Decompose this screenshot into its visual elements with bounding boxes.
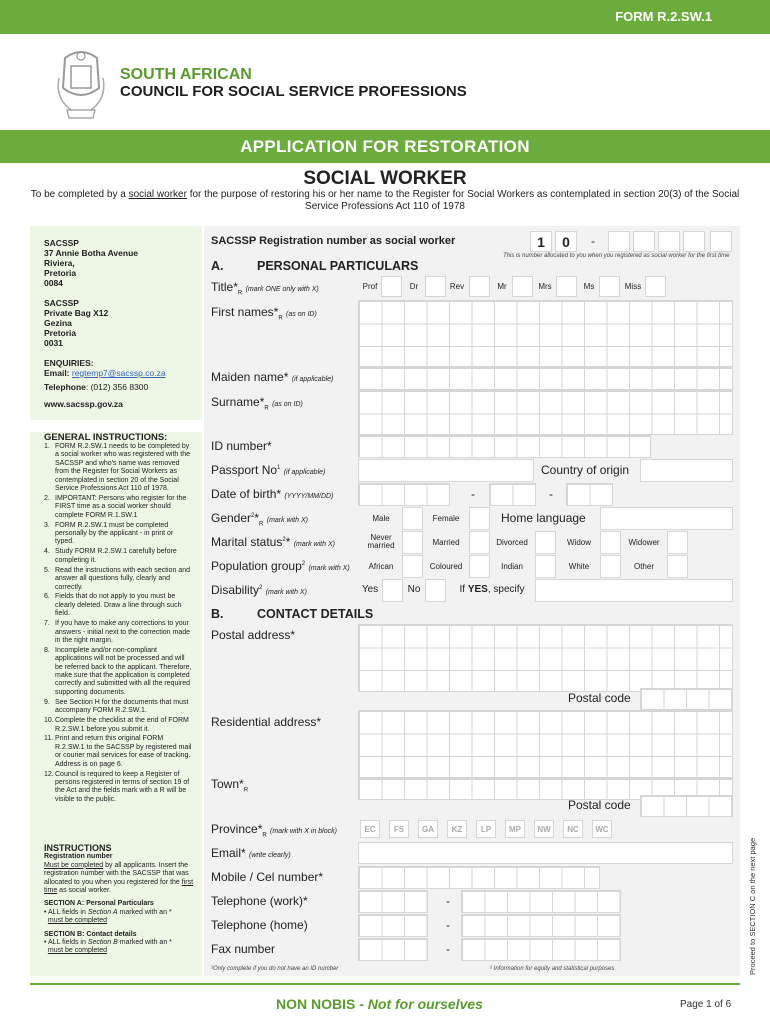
maiden-name-input[interactable] bbox=[358, 367, 733, 390]
section-a-letter: A. bbox=[211, 259, 224, 273]
surname-input[interactable] bbox=[358, 390, 733, 435]
footnote-2: ² Information for equity and statistical purposes bbox=[490, 966, 615, 972]
disability-label: Disability$^2$ (mark with X) bbox=[211, 583, 307, 597]
marital-never-box[interactable] bbox=[402, 531, 423, 554]
title-dr-box[interactable] bbox=[425, 276, 446, 297]
postal-address-input[interactable] bbox=[358, 624, 733, 692]
title-prof-box[interactable] bbox=[381, 276, 402, 297]
id-number-input[interactable] bbox=[358, 435, 651, 458]
tel-work-number-input[interactable] bbox=[461, 890, 621, 913]
gender-male-box[interactable] bbox=[402, 507, 423, 530]
reg-digit-input[interactable] bbox=[608, 231, 630, 252]
pop-african-box[interactable] bbox=[402, 555, 423, 578]
postal-address-label: Postal address* bbox=[211, 628, 296, 642]
email-link[interactable]: regtemp7@sacssp.co.za bbox=[71, 368, 166, 378]
reg-note: This is number allocated to you when you registered as social worker for the first time bbox=[503, 253, 730, 259]
pop-coloured-box[interactable] bbox=[469, 555, 490, 578]
disability-specify-input[interactable] bbox=[535, 579, 733, 602]
reg-digit-1: 1 bbox=[530, 231, 552, 252]
province-label: $Province*_R$ (mark with X in block) bbox=[211, 822, 337, 839]
mobile-input[interactable] bbox=[358, 866, 600, 889]
surname-label: $Surname*_R$ (as on ID) bbox=[211, 395, 303, 412]
reg-digit-2: 0 bbox=[555, 231, 577, 252]
passport-label: Passport No$^1$ (if applicable) bbox=[211, 463, 326, 477]
disability-yes-box[interactable] bbox=[382, 579, 403, 602]
pop-white-box[interactable] bbox=[600, 555, 621, 578]
org-name-line2: COUNCIL FOR SOCIAL SERVICE PROFESSIONS bbox=[120, 83, 467, 100]
title-mrs-box[interactable] bbox=[556, 276, 577, 297]
province-nw-box[interactable]: NW bbox=[534, 820, 554, 838]
list-item: 11. Print and return this original FORM R.2.SW.1 to the SACSSP by registered mail or courier mail services for ease of tracking. Address is on page 6. bbox=[44, 735, 192, 768]
province-fs-box[interactable]: FS bbox=[389, 820, 409, 838]
title-label: $Title*_R$ (mark ONE only with X) bbox=[211, 280, 319, 297]
reg-digit-input[interactable] bbox=[683, 231, 705, 252]
passport-input[interactable] bbox=[358, 459, 534, 482]
list-item: 4. Study FORM R.2.SW.1 carefully before completing it. bbox=[44, 548, 177, 564]
list-item: 5. Read the instructions with each section and answer all questions fully, clearly and correctly. bbox=[44, 566, 191, 591]
postal-code-input[interactable] bbox=[640, 688, 733, 710]
title-ms-box[interactable] bbox=[599, 276, 620, 297]
list-item: 3. FORM R.2.SW.1 must be completed personally by the applicant - in print or typed. bbox=[44, 521, 174, 546]
population-label: Population group$^2$ (mark with X) bbox=[211, 559, 350, 573]
motto: NON NOBIS - Not for ourselves bbox=[276, 996, 483, 1012]
gender-female-box[interactable] bbox=[469, 507, 490, 530]
tel-home-number-input[interactable] bbox=[461, 914, 621, 937]
home-language-label: Home language bbox=[501, 511, 586, 525]
sacssp-address: SACSSP 37 Annie Botha Avenue Riviera, Pretoria 0084 SACSSP Private Bag X12 Gezina Pretoria 0031 ENQUIRIES: Email: regtemp7@sacssp.co.za Telephone: (012) 356 8300 www.sacssp.gov.za bbox=[44, 238, 194, 409]
section-instructions: INSTRUCTIONS Registration number Must be completed by all applicants. Insert the registration number with the SACSSP that was allocated to you when you registered for the first time as social worker. SECTION A: Personal Particulars • ALL fields in Section A marked with an * must be completed SECTION B: Contact details • ALL fields in Section B marked with an * must be completed bbox=[44, 843, 194, 955]
tel-work-label: Telephone (work)* bbox=[211, 894, 308, 908]
dob-label: Date of birth* (YYYY/MM/DD) bbox=[211, 487, 334, 501]
form-subtitle: SOCIAL WORKER bbox=[303, 168, 467, 189]
country-input[interactable] bbox=[640, 459, 733, 482]
reg-digit-input[interactable] bbox=[633, 231, 655, 252]
postal-code-input[interactable] bbox=[640, 795, 733, 817]
general-instructions-heading: GENERAL INSTRUCTIONS: bbox=[44, 432, 168, 443]
form-title: APPLICATION FOR RESTORATION bbox=[0, 130, 770, 163]
website: www.sacssp.gov.za bbox=[44, 399, 123, 409]
page-number: Page 1 of 6 bbox=[680, 999, 732, 1010]
marital-divorced-box[interactable] bbox=[535, 531, 556, 554]
id-number-label: ID number* bbox=[211, 439, 272, 453]
list-item: 9. See Section H for the documents that must accompany FORM R.2.SW.1. bbox=[44, 698, 189, 715]
home-language-input[interactable] bbox=[600, 507, 733, 530]
province-nc-box[interactable]: NC bbox=[563, 820, 583, 838]
residential-address-label: Residential address* bbox=[211, 715, 322, 729]
email-label: Email* (write clearly) bbox=[211, 846, 291, 860]
tel-home-label: Telephone (home) bbox=[211, 918, 308, 932]
proceed-note: Proceed to SECTION C on the next page bbox=[748, 837, 757, 975]
list-item: 6. Fields that do not apply to you must be clearly deleted. Draw a line through such field. bbox=[44, 593, 182, 618]
intro-text: To be completed by a social worker for the purpose of restoring his or her name to the Register for Social Workers as contemplated in section 20(3) of the Social Service Professions Act 110 of 1978 bbox=[30, 189, 740, 212]
pop-other-box[interactable] bbox=[667, 555, 688, 578]
province-wc-box[interactable]: WC bbox=[592, 820, 612, 838]
province-ec-box[interactable]: EC bbox=[360, 820, 380, 838]
dob-month-input[interactable] bbox=[489, 483, 536, 506]
marital-married-box[interactable] bbox=[469, 531, 490, 554]
province-mp-box[interactable]: MP bbox=[505, 820, 525, 838]
council-crest-logo bbox=[55, 48, 107, 120]
dob-day-input[interactable] bbox=[566, 483, 613, 506]
marital-widow-box[interactable] bbox=[600, 531, 621, 554]
footnote-1: ¹Only complete if you do not have an ID number bbox=[211, 966, 339, 972]
org-name-line1: SOUTH AFRICAN bbox=[120, 66, 252, 83]
general-instructions-list bbox=[44, 443, 194, 806]
marital-label: Marital status$^2$* (mark with X) bbox=[211, 535, 335, 549]
list-item: 1. FORM R.2.SW.1 needs to be completed by a social worker who was registered with the SACSSP and who's name was removed from the Register for Social Workers as contemplated in section 20 of the Social Service Professions Act 110 of 1978. bbox=[44, 443, 191, 493]
marital-widower-box[interactable] bbox=[667, 531, 688, 554]
reg-number-label: SACSSP Registration number as social worker bbox=[211, 235, 456, 247]
title-miss-box[interactable] bbox=[645, 276, 666, 297]
section-b-title: CONTACT DETAILS bbox=[257, 607, 374, 621]
email-input[interactable] bbox=[358, 842, 733, 864]
list-item: 10. Complete the checklist at the end of FORM R.2.SW.1 before you submit it. bbox=[44, 717, 189, 733]
fax-label: Fax number bbox=[211, 942, 276, 956]
form-code: FORM R.2.SW.1 bbox=[615, 9, 712, 24]
list-item: 8. Incomplete and/or non-compliant applications will not be processed and will be referred back to the applicant. Therefore, make sure that the application is completed correctly and submitted with all the required supporting documents. bbox=[44, 646, 192, 696]
first-names-label: First $names*_R$ (as on ID) bbox=[211, 305, 317, 322]
disability-no-box[interactable] bbox=[425, 579, 446, 602]
section-b-letter: B. bbox=[211, 607, 224, 621]
list-item: 2. IMPORTANT: Persons who register for the FIRST time as a social worker should complete FORM R.1.SW.1 bbox=[44, 494, 187, 519]
postal-code-label: Postal code bbox=[568, 691, 631, 705]
title-rev-box[interactable] bbox=[469, 276, 490, 297]
fax-code-input[interactable] bbox=[358, 938, 428, 961]
tel-home-code-input[interactable] bbox=[358, 914, 428, 937]
footer-divider bbox=[30, 983, 740, 985]
pop-indian-box[interactable] bbox=[535, 555, 556, 578]
list-item: 12. Council is required to keep a Register of persons registered in terms of section 19 of the Act and the fields mark with a R will be visible to the public. bbox=[44, 770, 190, 803]
residential-address-input[interactable] bbox=[358, 710, 733, 778]
section-a-title: PERSONAL PARTICULARS bbox=[257, 259, 419, 273]
province-ga-box[interactable]: GA bbox=[418, 820, 438, 838]
mobile-label: Mobile / Cel number* bbox=[211, 870, 324, 884]
maiden-name-label: Maiden name* (if applicable) bbox=[211, 370, 334, 384]
town-label: $Town*_R$ bbox=[211, 777, 249, 794]
postal-code-label: Postal code bbox=[568, 798, 631, 812]
province-kz-box[interactable]: KZ bbox=[447, 820, 467, 838]
fax-number-input[interactable] bbox=[461, 938, 621, 961]
reg-digit-input[interactable] bbox=[658, 231, 680, 252]
first-names-input[interactable] bbox=[358, 300, 733, 367]
dob-year-input[interactable] bbox=[358, 483, 450, 506]
country-label: Country of origin bbox=[541, 463, 630, 477]
gender-label: $Gender^2*_R$ (mark with X) bbox=[211, 511, 308, 528]
tel-work-code-input[interactable] bbox=[358, 890, 428, 913]
list-item: 7. If you have to make any corrections to your answers - initial next to the correction made in the right margin. bbox=[44, 620, 191, 644]
province-lp-box[interactable]: LP bbox=[476, 820, 496, 838]
title-mr-box[interactable] bbox=[512, 276, 533, 297]
reg-digit-input[interactable] bbox=[710, 231, 732, 252]
